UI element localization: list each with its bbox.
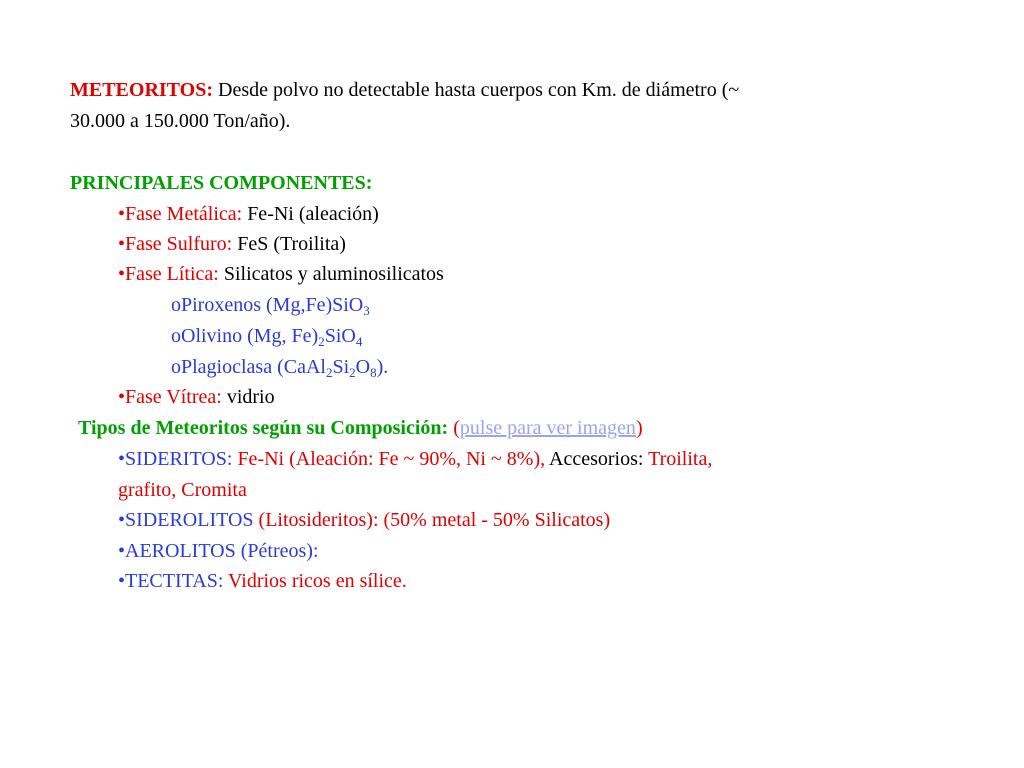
plagioclasa-sub-2: 2 — [349, 365, 356, 380]
fase-sulfuro-label: •Fase Sulfuro: — [118, 233, 233, 255]
tipos-heading: Tipos de Meteoritos según su Composición: — [78, 417, 449, 439]
tectitas-item — [118, 566, 407, 596]
componentes-heading-line — [70, 168, 372, 198]
olivino-item — [171, 321, 362, 351]
tipos-paren-close: ) — [635, 417, 643, 439]
intro-line-2 — [70, 106, 290, 136]
fase-litica-value: Silicatos y aluminosilicatos — [218, 263, 444, 285]
tectitas-value: Vidrios ricos en sílice. — [223, 570, 407, 592]
fase-sulfuro-item — [118, 229, 346, 259]
piroxenos-sub: 3 — [363, 303, 370, 318]
fase-vitrea-label: •Fase Vítrea: — [118, 386, 222, 408]
fase-sulfuro-value: FeS (Troilita) — [232, 233, 346, 255]
plagioclasa-text-4: ). — [376, 356, 389, 378]
fase-litica-item — [118, 259, 444, 289]
plagioclasa-sub-3: 8 — [370, 365, 377, 380]
intro-text-2: 30.000 a 150.000 Ton/año). — [70, 110, 291, 132]
siderolitos-item — [118, 505, 610, 535]
siderolitos-value: (Litosideritos): (50% metal - 50% Silicatos) — [253, 509, 611, 531]
plagioclasa-text: oPlagioclasa (CaAl — [171, 356, 326, 378]
aerolitos-item — [118, 536, 319, 566]
tipos-heading-line — [78, 413, 643, 443]
plagioclasa-text-3: O — [355, 356, 371, 378]
sideritos-label: •SIDERITOS: — [118, 448, 233, 470]
sideritos-accesorios-value: Troilita, — [643, 448, 713, 470]
fase-vitrea-value: vidrio — [221, 386, 275, 408]
ver-imagen-link[interactable]: pulse para ver imagen — [459, 417, 636, 439]
aerolitos-label: •AEROLITOS (Pétreos): — [118, 540, 319, 562]
intro-text-1: Desde polvo no detectable hasta cuerpos con Km. de diámetro (~ — [213, 79, 740, 101]
plagioclasa-item — [171, 352, 388, 382]
olivino-sub-1: 2 — [318, 334, 325, 349]
piroxenos-item — [171, 290, 370, 320]
olivino-text: oOlivino (Mg, Fe) — [171, 325, 319, 347]
meteoritos-heading: METEORITOS: — [70, 79, 213, 101]
fase-metalica-label: •Fase Metálica: — [118, 203, 243, 225]
fase-metalica-value: Fe-Ni (aleación) — [242, 203, 379, 225]
tipos-paren-open: ( — [448, 417, 460, 439]
sideritos-item-line-2 — [118, 475, 247, 505]
olivino-sub-2: 4 — [355, 334, 363, 349]
plagioclasa-text-2: Si — [332, 356, 350, 378]
sideritos-line-2: grafito, Cromita — [118, 479, 247, 501]
intro-line-1 — [70, 75, 739, 105]
plagioclasa-sub-1: 2 — [325, 365, 333, 380]
fase-vitrea-item — [118, 382, 275, 412]
fase-metalica-item — [118, 199, 379, 229]
sideritos-item — [118, 444, 712, 474]
tectitas-label: •TECTITAS: — [118, 570, 224, 592]
siderolitos-label: •SIDEROLITOS — [118, 509, 254, 531]
piroxenos-text: oPiroxenos (Mg,Fe)SiO — [171, 294, 364, 316]
sideritos-value: Fe-Ni (Aleación: Fe ~ 90%, Ni ~ 8%), — [232, 448, 546, 470]
olivino-text-2: SiO — [324, 325, 356, 347]
sideritos-accesorios-label: Accesorios: — [545, 448, 644, 470]
fase-litica-label: •Fase Lítica: — [118, 263, 219, 285]
componentes-heading: PRINCIPALES COMPONENTES: — [70, 172, 373, 194]
